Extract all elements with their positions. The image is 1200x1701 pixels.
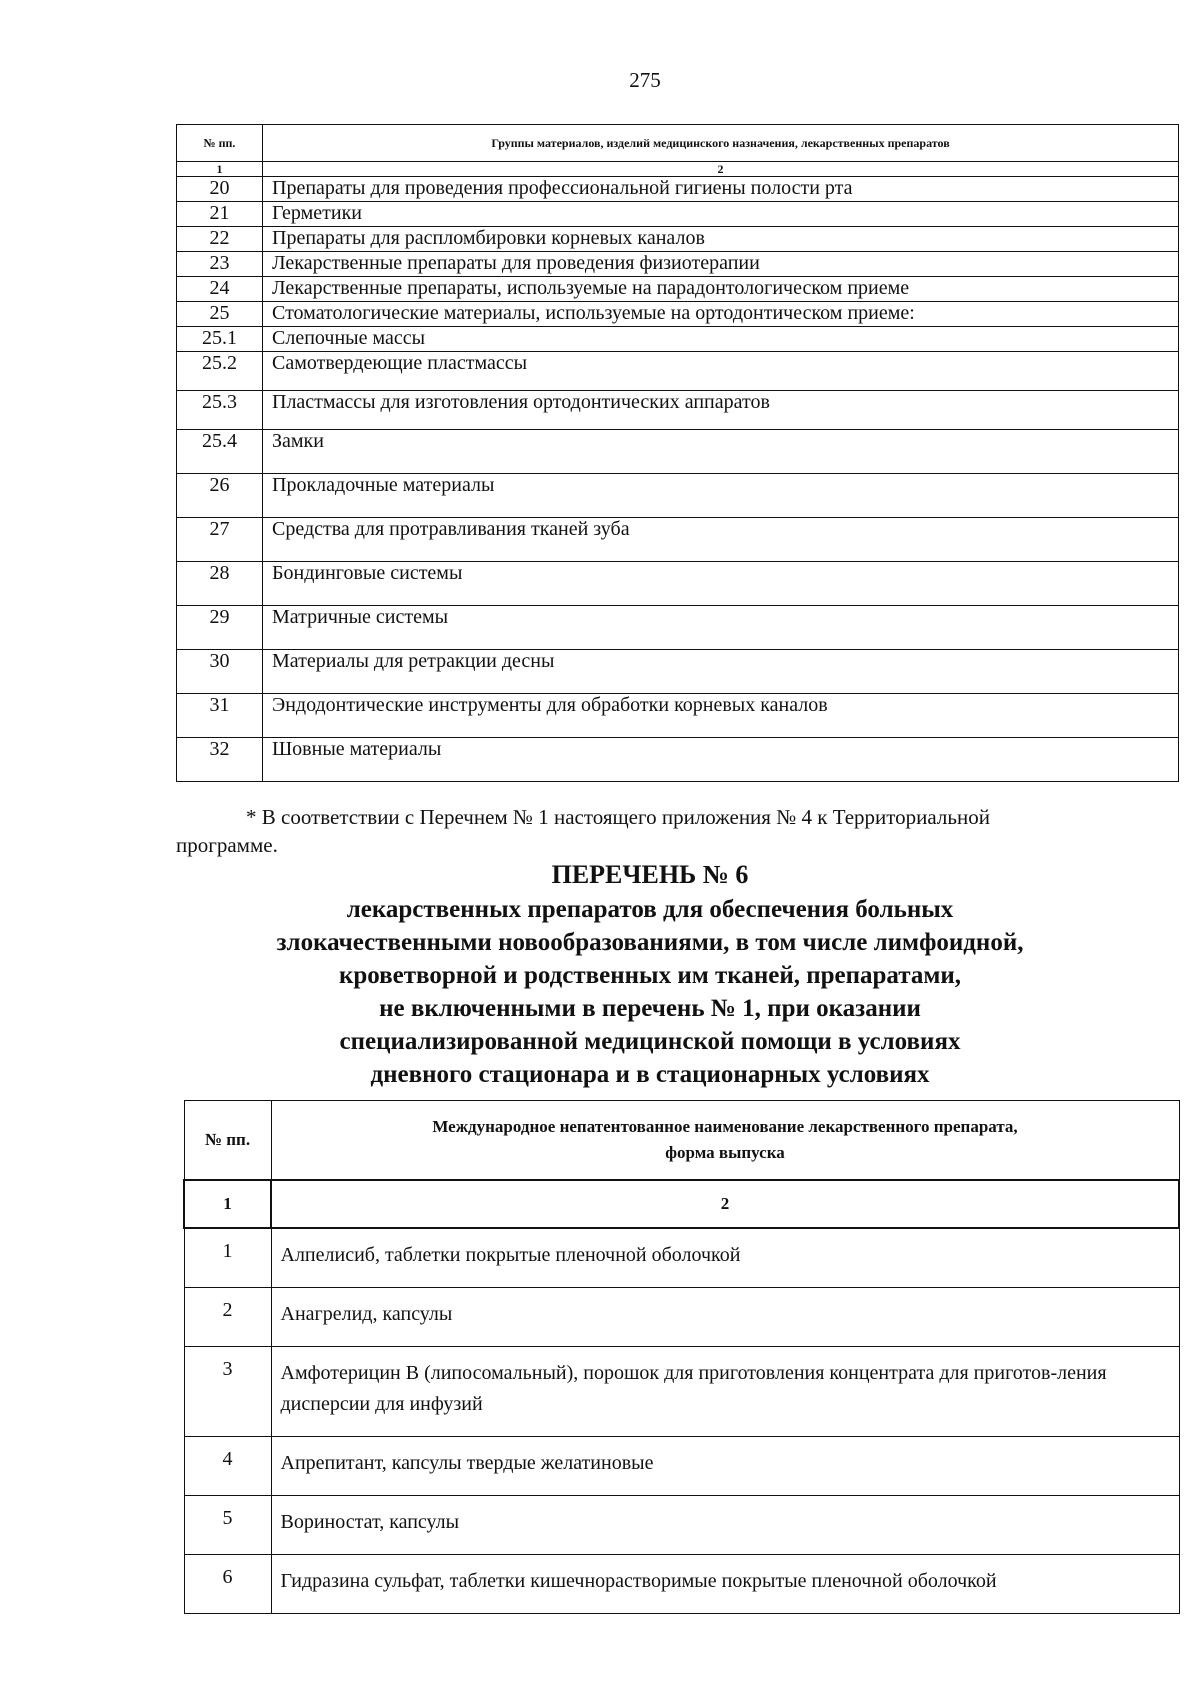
page-number: 275 (629, 68, 661, 92)
table-row (177, 518, 1179, 562)
row-text: Прокладочные материалы (263, 474, 1179, 518)
row-text: Средства для протравливания тканей зуба (263, 518, 1179, 562)
list-title: ПЕРЕЧЕНЬ № 6 (551, 860, 749, 889)
table-row (177, 177, 1179, 202)
table-row (177, 606, 1179, 650)
row-text: Матричные системы (263, 606, 1179, 650)
footnote-line: * В соответствии с Перечнем № 1 настоящего приложения № 4 к Территориальной (246, 805, 990, 829)
row-text: Замки (263, 430, 1179, 474)
drugs-table (183, 1100, 1180, 1614)
row-text: Алпелисиб, таблетки покрытые пленочной оболочкой (271, 1228, 1179, 1288)
header-line: Международное непатентованное наименование лекарственного препарата, (432, 1117, 1018, 1136)
table-row (177, 694, 1179, 738)
row-text: Анагрелид, капсулы (271, 1288, 1179, 1347)
row-text: Вориностат, капсулы (271, 1496, 1179, 1555)
row-num: 30 (177, 650, 263, 694)
row-num: 2 (184, 1288, 271, 1347)
row-num: 25.1 (177, 327, 263, 352)
row-text: Стоматологические материалы, используемые на ортодонтическом приеме: (263, 302, 1179, 327)
table-row (177, 474, 1179, 518)
row-num: 20 (177, 177, 263, 202)
column-numbers-row (177, 162, 1179, 177)
row-text: Пластмассы для изготовления ортодонтических аппаратов (263, 391, 1179, 430)
row-text: Самотвердеющие пластмассы (263, 352, 1179, 391)
row-num: 24 (177, 277, 263, 302)
row-text: Материалы для ретракции десны (263, 650, 1179, 694)
table-row (184, 1555, 1179, 1614)
row-num: 27 (177, 518, 263, 562)
row-num: 26 (177, 474, 263, 518)
list-subtitle (160, 893, 1140, 1091)
row-num: 22 (177, 227, 263, 252)
row-text: Апрепитант, капсулы твердые желатиновые (271, 1437, 1179, 1496)
materials-table (176, 124, 1179, 782)
table-row (184, 1437, 1179, 1496)
row-text: Шовные материалы (263, 738, 1179, 782)
table-row (184, 1228, 1179, 1288)
row-num: 5 (184, 1496, 271, 1555)
row-num: 25.2 (177, 352, 263, 391)
column-numbers-row (184, 1180, 1179, 1228)
table-row (177, 277, 1179, 302)
table-row (177, 227, 1179, 252)
table-row (177, 302, 1179, 327)
row-num: 1 (184, 1228, 271, 1288)
table-row (177, 391, 1179, 430)
row-num: 23 (177, 252, 263, 277)
footnote (176, 803, 1176, 859)
header-line: форма выпуска (665, 1143, 785, 1162)
column-number: 1 (177, 162, 263, 177)
header-num: № пп. (177, 125, 263, 162)
row-num: 25.4 (177, 430, 263, 474)
subtitle-line: кроветворной и родственных им тканей, препаратами, (338, 962, 962, 989)
subtitle-line: злокачественными новообразованиями, в том числе лимфоидной, (276, 929, 1024, 956)
subtitle-line: дневного стационара и в стационарных условиях (370, 1061, 930, 1088)
row-num: 6 (184, 1555, 271, 1614)
row-text: Препараты для проведения профессиональной гигиены полости рта (263, 177, 1179, 202)
table-row (177, 327, 1179, 352)
row-text: Слепочные массы (263, 327, 1179, 352)
row-text: Гидразина сульфат, таблетки кишечнорастворимые покрытые пленочной оболочкой (271, 1555, 1179, 1614)
subtitle-line: лекарственных препаратов для обеспечения больных (346, 896, 954, 923)
table-row (184, 1496, 1179, 1555)
table-row (177, 562, 1179, 606)
table-row (177, 202, 1179, 227)
column-number: 1 (184, 1180, 271, 1228)
table-header-row (177, 125, 1179, 162)
row-num: 28 (177, 562, 263, 606)
row-num: 21 (177, 202, 263, 227)
row-text: Амфотерицин В (липосомальный), порошок для приготовления концентрата для приготов-ления дисперсии для инфузий (271, 1347, 1179, 1437)
table-row (177, 352, 1179, 391)
footnote-line: программе. (176, 833, 278, 857)
subtitle-line: не включенными в перечень № 1, при оказании (379, 995, 921, 1022)
row-text: Герметики (263, 202, 1179, 227)
row-text: Бондинговые системы (263, 562, 1179, 606)
table-row (177, 738, 1179, 782)
row-text: Лекарственные препараты, используемые на парадонтологическом приеме (263, 277, 1179, 302)
row-num: 25.3 (177, 391, 263, 430)
column-number: 2 (263, 162, 1179, 177)
table-header-row (184, 1101, 1179, 1181)
table-row (184, 1347, 1179, 1437)
subtitle-line: специализированной медицинской помощи в условиях (339, 1028, 961, 1055)
header-groups: Группы материалов, изделий медицинского назначения, лекарственных препаратов (263, 125, 1179, 162)
header-drug-name (271, 1101, 1179, 1181)
header-num: № пп. (184, 1101, 271, 1181)
row-num: 32 (177, 738, 263, 782)
table-row (177, 252, 1179, 277)
row-num: 3 (184, 1347, 271, 1437)
table-row (177, 650, 1179, 694)
row-text: Препараты для распломбировки корневых каналов (263, 227, 1179, 252)
row-num: 29 (177, 606, 263, 650)
row-num: 31 (177, 694, 263, 738)
row-text: Эндодонтические инструменты для обработки корневых каналов (263, 694, 1179, 738)
row-text: Лекарственные препараты для проведения физиотерапии (263, 252, 1179, 277)
row-num: 25 (177, 302, 263, 327)
column-number: 2 (271, 1180, 1179, 1228)
table-row (184, 1288, 1179, 1347)
table-row (177, 430, 1179, 474)
row-num: 4 (184, 1437, 271, 1496)
